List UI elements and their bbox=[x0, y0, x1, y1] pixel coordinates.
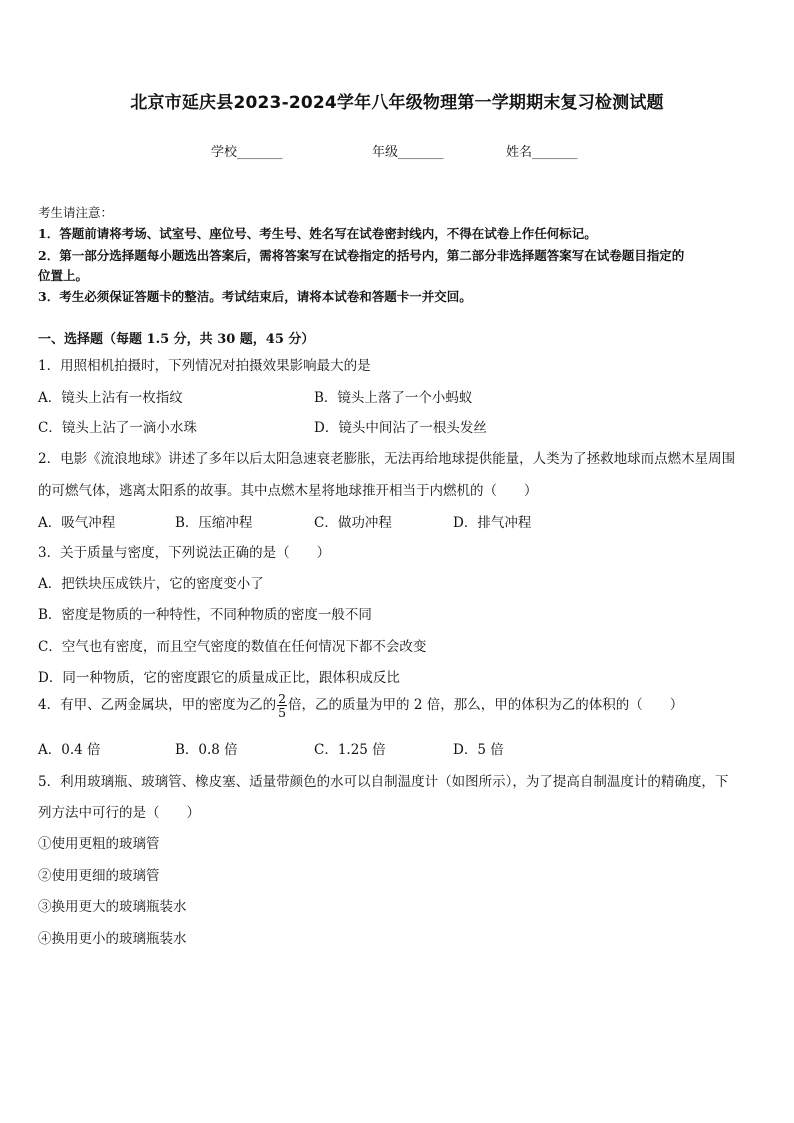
note-item: 2．第一部分选择题每小题选出答案后，需将答案写在试卷指定的括号内，第二部分非选择题答案写在试卷题目指定的 bbox=[38, 248, 685, 263]
fraction bbox=[277, 692, 287, 719]
grade-field: 年级_______ bbox=[372, 145, 444, 160]
option-a: A．镜头上沾有一枚指纹 bbox=[38, 390, 183, 406]
question-stem bbox=[38, 692, 683, 719]
question-stem: 3．关于质量与密度，下列说法正确的是（ ） bbox=[38, 545, 331, 561]
option-1: ①使用更粗的玻璃管 bbox=[38, 836, 160, 852]
note-item: 位置上。 bbox=[38, 268, 89, 283]
fraction-denominator: 5 bbox=[278, 705, 287, 720]
option-d: D．镜头中间沾了一根头发丝 bbox=[314, 420, 487, 436]
page-title: 北京市延庆县2023-2024学年八年级物理第一学期期末复习检测试题 bbox=[130, 93, 664, 113]
option-b: B．镜头上落了一个小蚂蚁 bbox=[314, 390, 473, 406]
option-a: A．吸气冲程 bbox=[38, 515, 116, 531]
note-item: 3．考生必须保证答题卡的整洁。考试结束后，请将本试卷和答题卡一并交回。 bbox=[38, 289, 472, 304]
option-d: D．排气冲程 bbox=[453, 515, 532, 531]
option-d: D．5 倍 bbox=[453, 742, 504, 758]
fraction-numerator: 2 bbox=[278, 691, 287, 706]
option-c: C．镜头上沾了一滴小水珠 bbox=[38, 420, 197, 436]
option-a: A．把铁块压成铁片，它的密度变小了 bbox=[38, 576, 264, 592]
option-4: ④换用更小的玻璃瓶装水 bbox=[38, 931, 187, 947]
option-b: B．0.8 倍 bbox=[175, 742, 238, 758]
stem-text: 倍，乙的质量为甲的 2 倍，那么，甲的体积为乙的体积的（ ） bbox=[288, 697, 684, 713]
option-d: D．同一种物质，它的密度跟它的质量成正比，跟体积成反比 bbox=[38, 670, 400, 686]
question-stem: 的可燃气体，逃离太阳系的故事。其中点燃木星将地球推开相当于内燃机的（ ） bbox=[38, 483, 538, 499]
note-item: 1．答题前请将考场、试室号、座位号、考生号、姓名写在试卷密封线内，不得在试卷上作任何标记。 bbox=[38, 226, 597, 241]
notes-heading: 考生请注意： bbox=[38, 205, 114, 220]
option-b: B．密度是物质的一种特性，不同种物质的密度一般不同 bbox=[38, 607, 372, 623]
school-field: 学校_______ bbox=[211, 145, 283, 160]
stem-text: 4．有甲、乙两金属块，甲的密度为乙的 bbox=[38, 697, 277, 713]
question-stem: 5．利用玻璃瓶、玻璃管、橡皮塞、适量带颜色的水可以自制温度计（如图所示），为了提高自制温度计的精确度，下 bbox=[38, 774, 729, 790]
option-c: C．做功冲程 bbox=[314, 515, 392, 531]
question-stem: 1．用照相机拍摄时，下列情况对拍摄效果影响最大的是 bbox=[38, 358, 371, 374]
option-c: C．1.25 倍 bbox=[314, 742, 386, 758]
name-field: 姓名_______ bbox=[506, 145, 578, 160]
option-a: A．0.4 倍 bbox=[38, 742, 101, 758]
option-b: B．压缩冲程 bbox=[175, 515, 253, 531]
section-heading: 一、选择题（每题 1.5 分，共 30 题，45 分） bbox=[38, 332, 315, 347]
option-2: ②使用更细的玻璃管 bbox=[38, 868, 160, 884]
option-3: ③换用更大的玻璃瓶装水 bbox=[38, 899, 187, 915]
question-stem: 列方法中可行的是（ ） bbox=[38, 805, 200, 821]
question-stem: 2．电影《流浪地球》讲述了多年以后太阳急速衰老膨胀，无法再给地球提供能量，人类为了拯救地球而点燃木星周围 bbox=[38, 451, 736, 467]
option-c: C．空气也有密度，而且空气密度的数值在任何情况下都不会改变 bbox=[38, 639, 427, 655]
